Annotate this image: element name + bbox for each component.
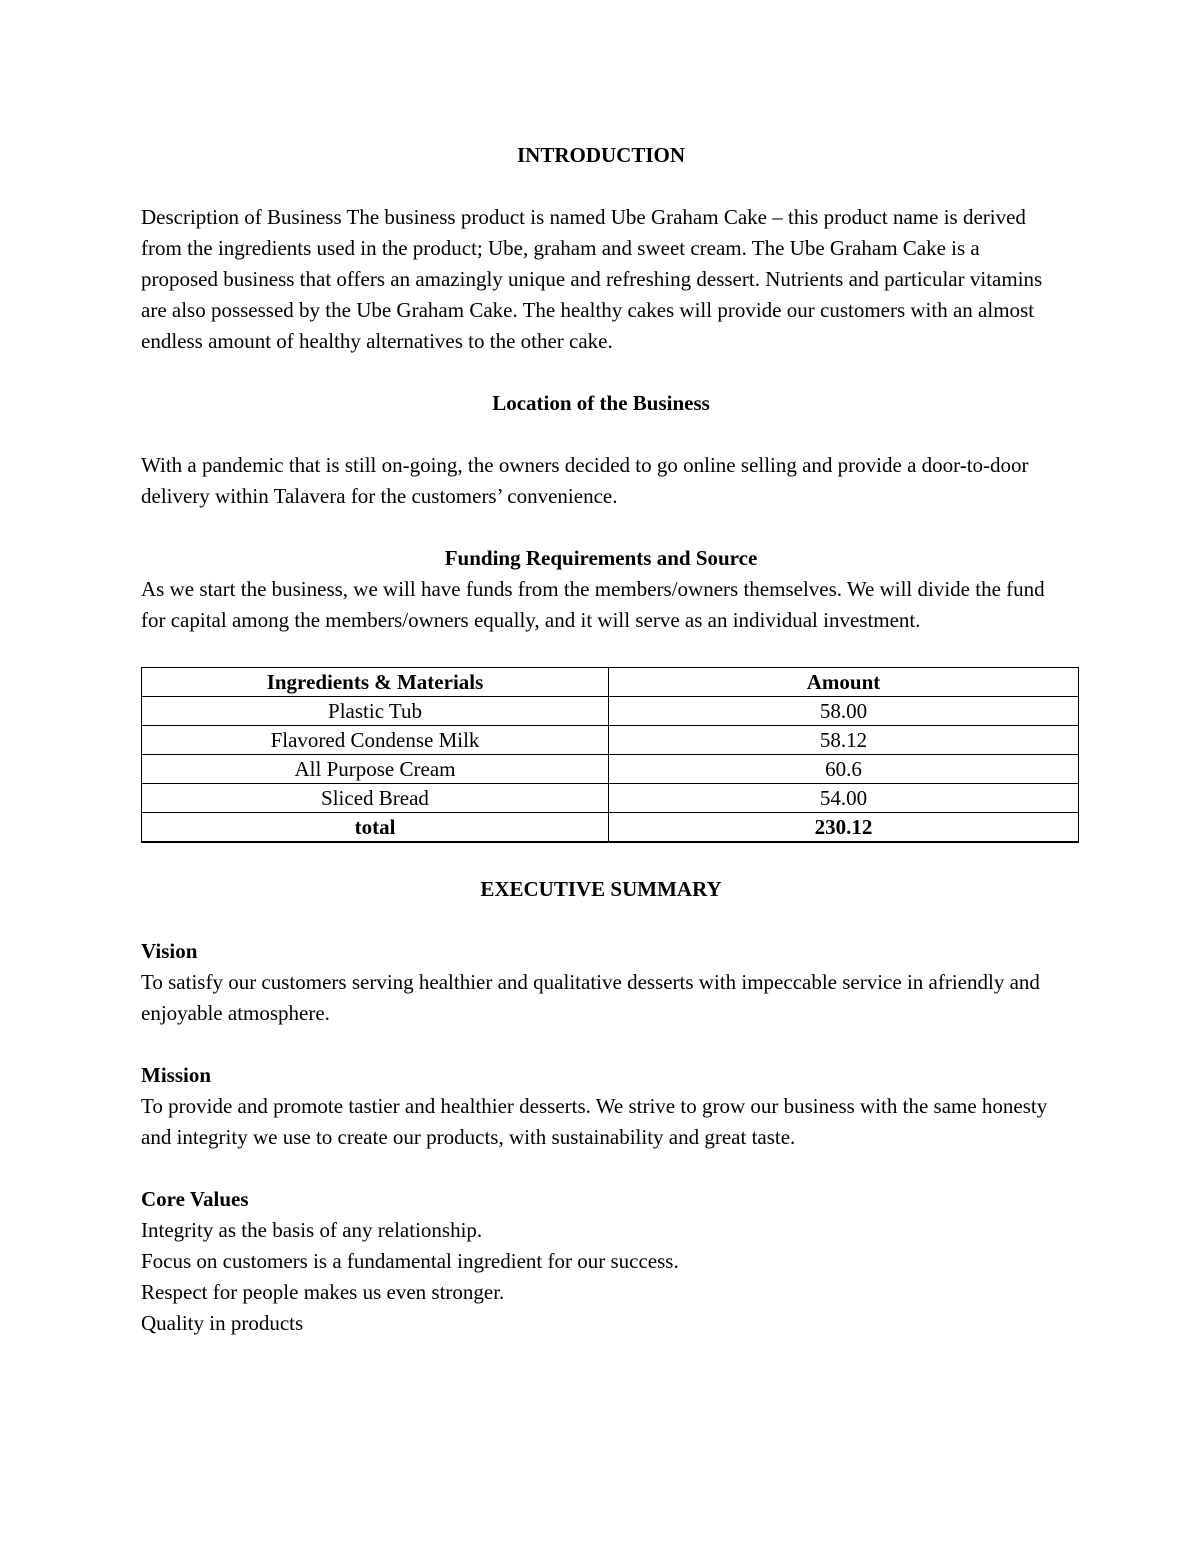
funds-table [141,667,1079,843]
core-value-item: Respect for people makes us even stronger. [141,1280,505,1304]
introduction-heading: INTRODUCTION [516,143,686,167]
header-amount: Amount [609,668,1079,697]
table-header-row [142,668,1079,697]
ingredient-cell: Flavored Condense Milk [142,726,609,755]
funding-paragraph: As we start the business, we will have funds from the members/owners themselves. We will divide the fund for capital among the members/owners equally, and it will serve as an individual investment. [141,577,1045,632]
vision-heading: Vision [141,939,198,963]
ingredient-cell: Plastic Tub [142,697,609,726]
location-heading: Location of the Business [492,391,710,415]
location-paragraph: With a pandemic that is still on-going, the owners decided to go online selling and provide a door-to-door delivery within Talavera for the customers’ convenience. [141,453,1029,508]
core-value-item: Focus on customers is a fundamental ingredient for our success. [141,1249,679,1273]
table-row [142,755,1079,784]
funding-heading: Funding Requirements and Source [444,546,758,570]
amount-cell: 54.00 [609,784,1079,813]
ingredient-cell: Sliced Bread [142,784,609,813]
business-description-paragraph: Description of Business The business product is named Ube Graham Cake – this product name is derived from the ingredients used in the product; Ube, graham and sweet cream. The Ube Graham Cake is a proposed business that offers an amazingly unique and refreshing dessert. Nutrients and particular vitamins are also possessed by the Ube Graham Cake. The healthy cakes will provide our customers with an almost endless amount of healthy alternatives to the other cake. [141,205,1043,353]
amount-cell: 58.12 [609,726,1079,755]
vision-text: To satisfy our customers serving healthier and qualitative desserts with impeccable service in afriendly and enjoyable atmosphere. [141,970,1040,1025]
core-values-heading: Core Values [141,1187,249,1211]
core-value-item: Quality in products [141,1311,304,1335]
mission-text: To provide and promote tastier and healthier desserts. We strive to grow our business with the same honesty and integrity we use to create our products, with sustainability and great taste. [141,1094,1048,1149]
amount-cell: 58.00 [609,697,1079,726]
table-total-row [142,813,1079,843]
table-row [142,697,1079,726]
table-row [142,726,1079,755]
amount-cell: 60.6 [609,755,1079,784]
total-value-cell: 230.12 [609,813,1079,843]
executive-summary-heading: EXECUTIVE SUMMARY [480,877,722,901]
mission-heading: Mission [141,1063,212,1087]
table-row [142,784,1079,813]
document-page [141,140,1061,1339]
core-value-item: Integrity as the basis of any relationship. [141,1218,483,1242]
header-ingredients: Ingredients & Materials [142,668,609,697]
ingredient-cell: All Purpose Cream [142,755,609,784]
total-label-cell: total [142,813,609,843]
